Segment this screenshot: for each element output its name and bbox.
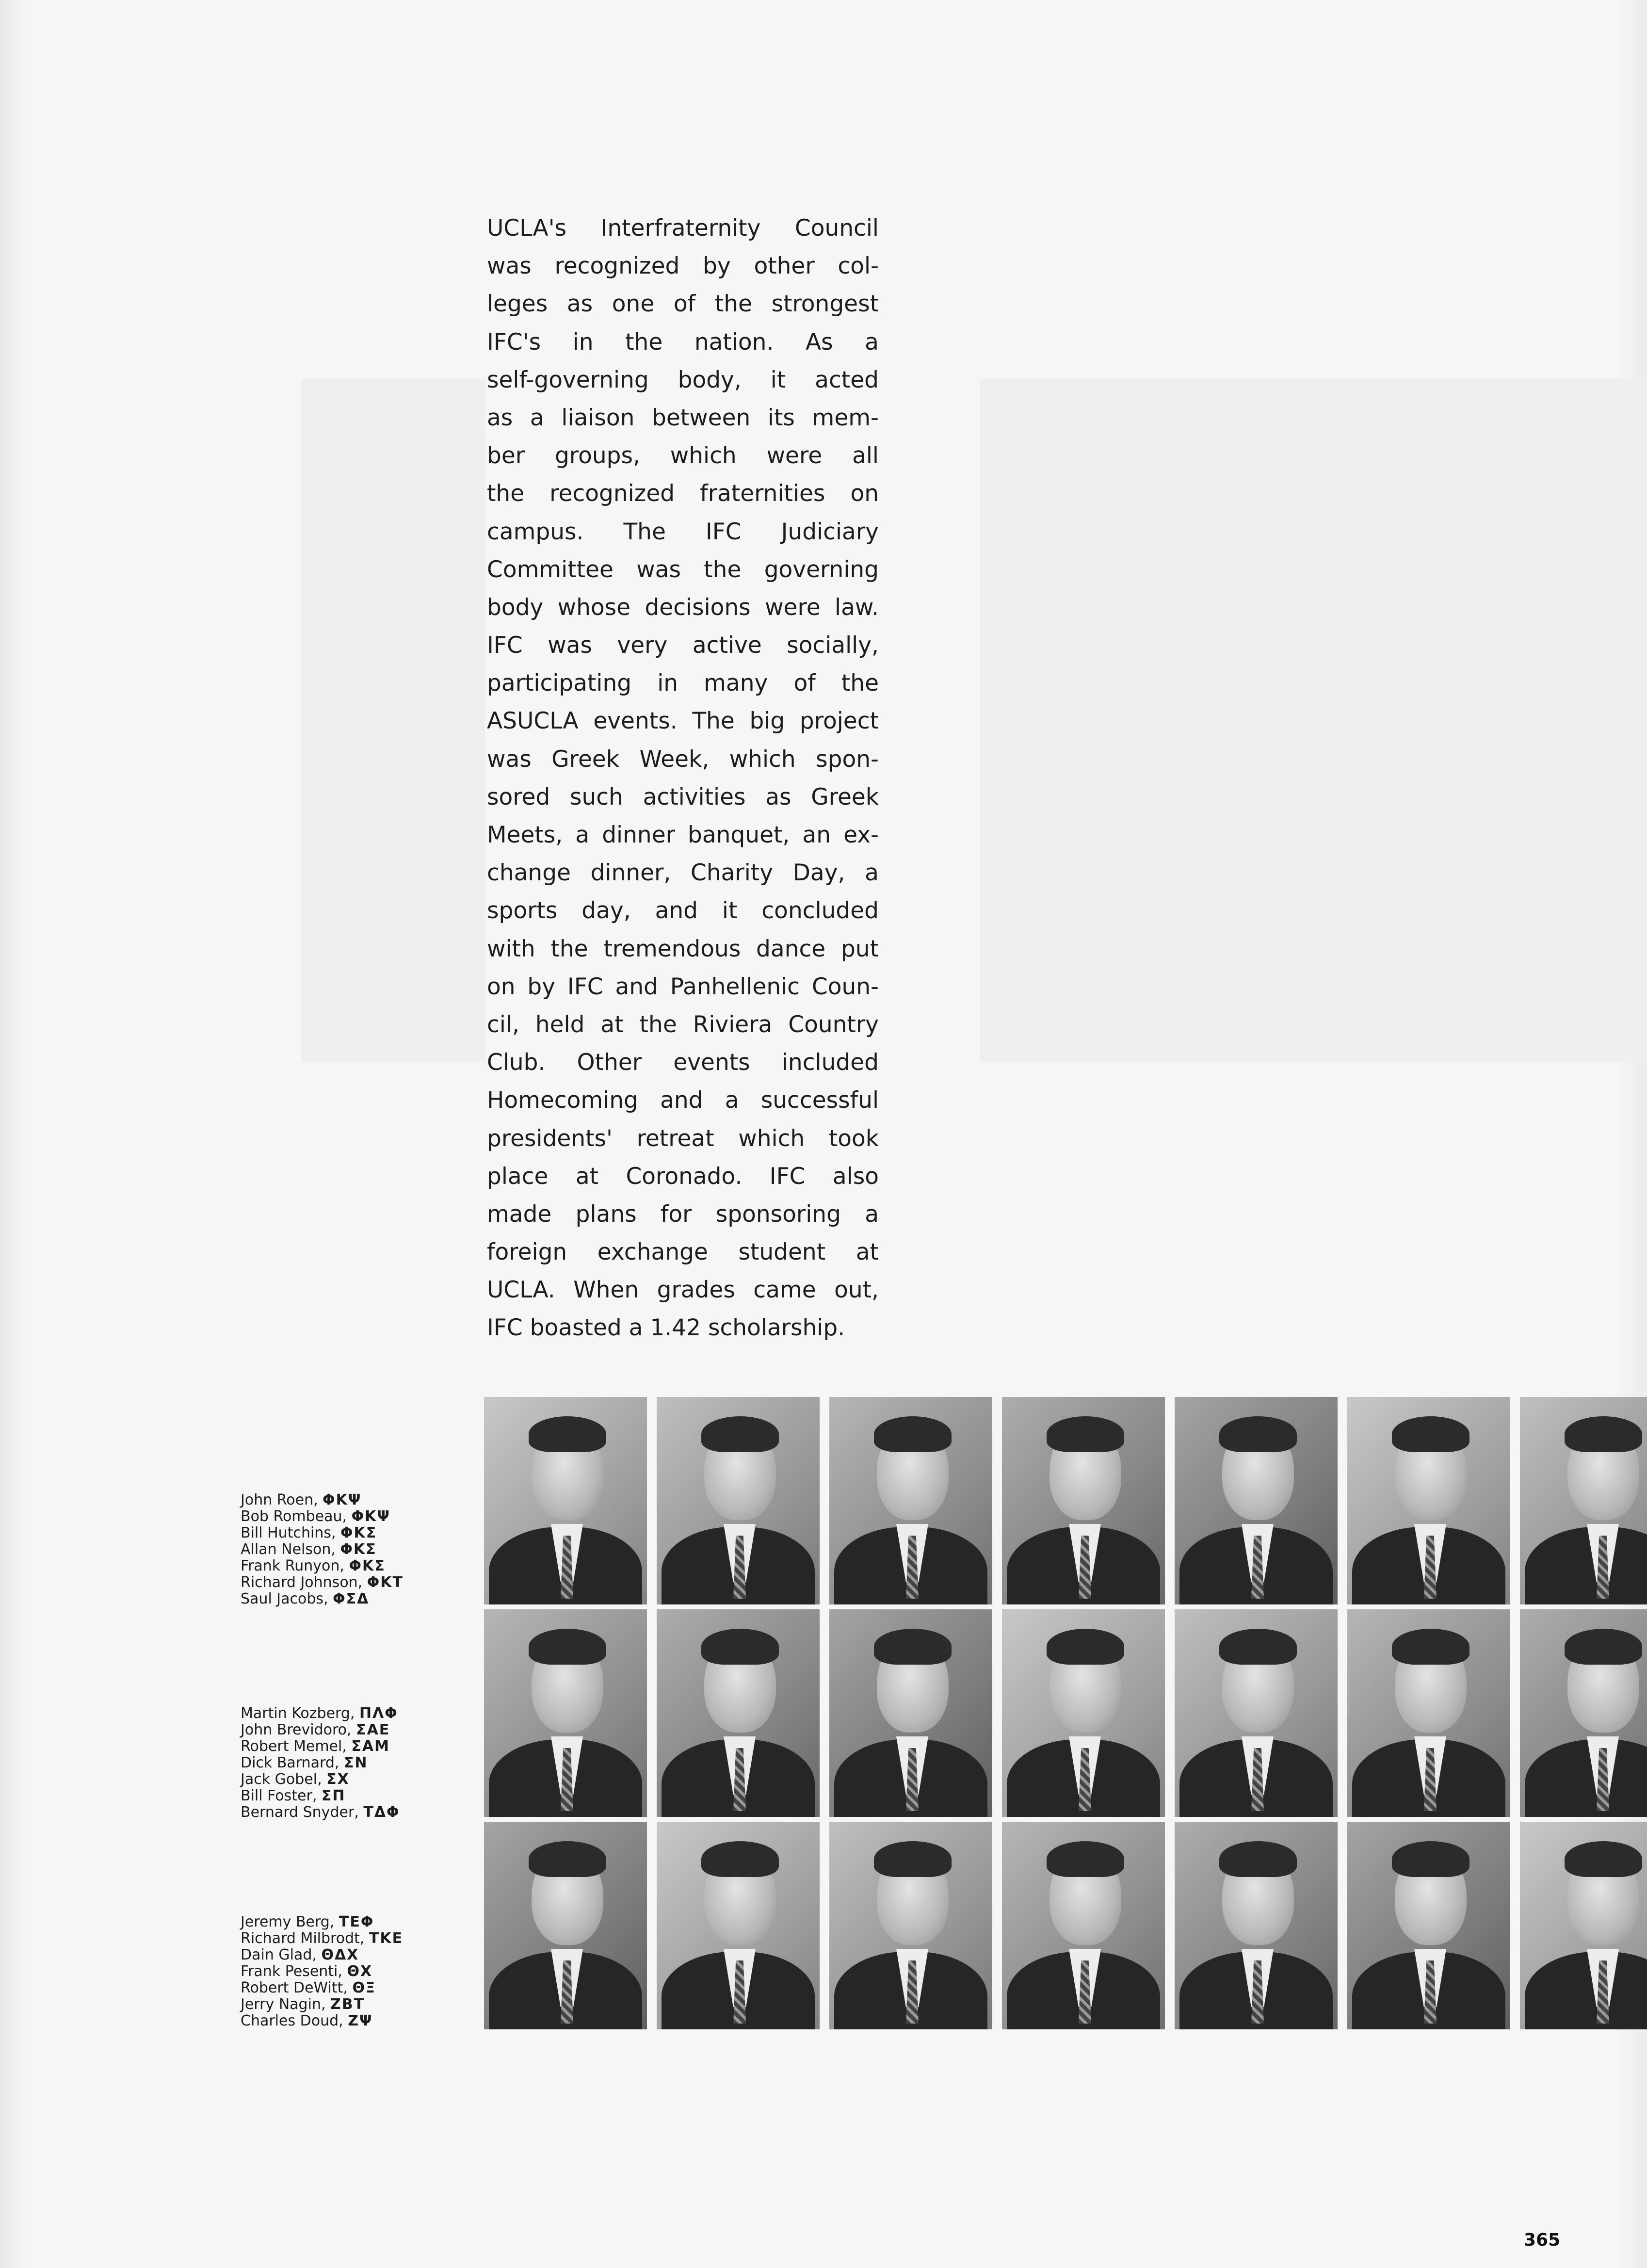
portrait-photo [484, 1609, 647, 1817]
member-name: Frank Runyon, [241, 1557, 349, 1574]
body-line: foreign exchange student at [487, 1239, 879, 1266]
body-line: self-governing body, it acted [487, 366, 879, 393]
body-line: place at Coronado. IFC also [487, 1163, 879, 1190]
portrait-photo [1347, 1397, 1510, 1604]
portrait-hair [1392, 1841, 1469, 1877]
caption-name [241, 1947, 454, 1963]
fraternity-letters: ΤΚΕ [369, 1930, 404, 1947]
caption-name [241, 1980, 454, 1996]
body-line: UCLA. When grades came out, [487, 1277, 879, 1304]
portrait-hair [529, 1841, 606, 1877]
fraternity-letters: ΦΚΤ [367, 1574, 404, 1591]
member-name: Richard Milbrodt, [241, 1930, 369, 1947]
body-line: leges as one of the strongest [487, 291, 879, 318]
body-line: as a liaison between its mem- [487, 404, 879, 431]
caption-name [241, 1804, 454, 1821]
member-name: Bill Hutchins, [241, 1524, 341, 1541]
portrait-shoulders [1525, 1739, 1647, 1817]
portrait-hair [1219, 1841, 1297, 1877]
fraternity-letters: ΦΚΣ [340, 1541, 377, 1558]
body-line: ASUCLA events. The big project [487, 708, 879, 735]
caption-name [241, 1705, 454, 1722]
body-line: was recognized by other col- [487, 253, 879, 280]
body-line: campus. The IFC Judiciary [487, 518, 879, 545]
caption-name [241, 1771, 454, 1788]
portrait-hair [1219, 1629, 1297, 1665]
caption-name [241, 1508, 454, 1525]
member-name: Frank Pesenti, [241, 1963, 347, 1980]
body-line: UCLA's Interfraternity Council [487, 215, 879, 242]
body-line: Club. Other events included [487, 1049, 879, 1076]
member-name: Dick Barnard, [241, 1754, 344, 1771]
portrait-photo [829, 1822, 992, 2029]
body-line: Committee was the governing [487, 556, 879, 583]
portrait-photo [1520, 1822, 1647, 2029]
member-name: Bernard Snyder, [241, 1804, 364, 1821]
member-name: John Brevidoro, [241, 1721, 356, 1738]
fraternity-letters: ΤΔΦ [363, 1804, 400, 1821]
portrait-photo [484, 1822, 647, 2029]
fraternity-letters: ΣΧ [326, 1771, 350, 1788]
portrait-photo [1520, 1397, 1647, 1604]
body-line: made plans for sponsoring a [487, 1200, 879, 1228]
portrait-hair [874, 1416, 952, 1452]
caption-row-3 [241, 1914, 454, 2029]
portrait-hair [529, 1629, 606, 1665]
member-name: John Roen, [241, 1491, 323, 1508]
member-name: Charles Doud, [241, 2012, 348, 2029]
member-name: Richard Johnson, [241, 1574, 367, 1591]
portrait-hair [529, 1416, 606, 1452]
portrait-photo [1175, 1609, 1338, 1817]
portrait-hair [1565, 1416, 1642, 1452]
article-body [487, 210, 879, 1347]
fraternity-letters: ΣΑΜ [351, 1738, 390, 1755]
portrait-hair [701, 1841, 779, 1877]
portrait-hair [1219, 1416, 1297, 1452]
member-name: Robert DeWitt, [241, 1979, 353, 1996]
body-line: body whose decisions were law. [487, 594, 879, 621]
portrait-photo [829, 1609, 992, 1817]
page-number: 365 [1524, 2230, 1561, 2250]
caption-name [241, 1525, 454, 1541]
member-name: Bill Foster, [241, 1787, 322, 1804]
fraternity-letters: ΦΣΔ [333, 1590, 370, 1607]
body-line: IFC's in the nation. As a [487, 328, 879, 356]
member-name: Dain Glad, [241, 1946, 322, 1963]
fraternity-letters: ΣΠ [321, 1787, 346, 1804]
portrait-photo [657, 1609, 820, 1817]
portrait-photo [1175, 1397, 1338, 1604]
portrait-hair [1047, 1416, 1124, 1452]
portrait-hair [1565, 1629, 1642, 1665]
portrait-photo [1002, 1609, 1165, 1817]
portrait-hair [701, 1629, 779, 1665]
portrait-photo [829, 1397, 992, 1604]
caption-name [241, 2013, 454, 2029]
caption-row-1 [241, 1492, 454, 1607]
caption-name [241, 1541, 454, 1558]
portrait-photo [1520, 1609, 1647, 1817]
caption-name [241, 1963, 454, 1980]
portrait-photo [657, 1397, 820, 1604]
portrait-photo [1347, 1609, 1510, 1817]
member-name: Martin Kozberg, [241, 1705, 359, 1722]
member-name: Saul Jacobs, [241, 1590, 333, 1607]
portrait-photo [1002, 1822, 1165, 2029]
caption-name [241, 1722, 454, 1738]
portrait-photo [1347, 1822, 1510, 2029]
body-line: IFC boasted a 1.42 scholarship. [487, 1314, 845, 1342]
portrait-shoulders [1525, 1527, 1647, 1604]
body-line: Homecoming and a successful [487, 1087, 879, 1114]
body-line: ber groups, which were all [487, 442, 879, 470]
portrait-hair [1392, 1629, 1469, 1665]
show-through-photo-right [980, 378, 1647, 1062]
caption-name [241, 1755, 454, 1771]
fraternity-letters: ΣΑΕ [356, 1721, 390, 1738]
caption-name [241, 1914, 454, 1930]
caption-name [241, 1738, 454, 1755]
fraternity-letters: ΖΒΤ [330, 1996, 365, 2013]
portrait-hair [701, 1416, 779, 1452]
portrait-hair [874, 1841, 952, 1877]
body-line: was Greek Week, which spon- [487, 745, 879, 773]
body-line: Meets, a dinner banquet, an ex- [487, 822, 879, 848]
member-name: Jerry Nagin, [241, 1996, 331, 2013]
body-line: on by IFC and Panhellenic Coun- [487, 973, 879, 1000]
show-through-photo-left [301, 378, 485, 1062]
caption-name [241, 1492, 454, 1508]
body-line: change dinner, Charity Day, a [487, 859, 879, 887]
portrait-shoulders [1525, 1952, 1647, 2029]
fraternity-letters: ΘΞ [352, 1979, 376, 1996]
body-line: cil, held at the Riviera Country [487, 1011, 879, 1038]
member-name: Allan Nelson, [241, 1541, 340, 1558]
fraternity-letters: ΤΕΦ [339, 1913, 374, 1930]
body-line: participating in many of the [487, 670, 879, 697]
fraternity-letters: ΦΚΣ [340, 1524, 377, 1541]
fraternity-letters: ΘΧ [347, 1963, 373, 1980]
fraternity-letters: ΣΝ [343, 1754, 368, 1771]
portrait-hair [874, 1629, 952, 1665]
body-line: the recognized fraternities on [487, 480, 879, 507]
portrait-photo [657, 1822, 820, 2029]
caption-name [241, 1558, 454, 1574]
fraternity-letters: ΘΔΧ [321, 1946, 359, 1963]
portrait-hair [1392, 1416, 1469, 1452]
body-line: presidents' retreat which took [487, 1125, 879, 1152]
body-line: sports day, and it concluded [487, 897, 879, 924]
portrait-grid [484, 1397, 1647, 2030]
caption-name [241, 1930, 454, 1947]
portrait-hair [1565, 1841, 1642, 1877]
caption-row-2 [241, 1705, 454, 1821]
portrait-hair [1047, 1841, 1124, 1877]
member-name: Robert Memel, [241, 1738, 352, 1755]
member-name: Jack Gobel, [241, 1771, 327, 1788]
body-line: with the tremendous dance put [487, 935, 879, 962]
fraternity-letters: ΦΚΨ [351, 1508, 390, 1525]
caption-name [241, 1788, 454, 1804]
caption-name [241, 1574, 454, 1591]
member-name: Bob Rombeau, [241, 1508, 352, 1525]
portrait-photo [1002, 1397, 1165, 1604]
fraternity-letters: ΖΨ [348, 2012, 373, 2029]
portrait-photo [484, 1397, 647, 1604]
fraternity-letters: ΦΚΨ [323, 1491, 362, 1508]
fraternity-letters: ΠΛΦ [359, 1705, 398, 1722]
fraternity-letters: ΦΚΣ [349, 1557, 386, 1574]
portrait-photo [1175, 1822, 1338, 2029]
member-name: Jeremy Berg, [241, 1913, 339, 1930]
body-line: sored such activities as Greek [487, 783, 879, 810]
body-line: IFC was very active socially, [487, 632, 879, 659]
caption-name [241, 1591, 454, 1607]
portrait-hair [1047, 1629, 1124, 1665]
caption-name [241, 1996, 454, 2013]
